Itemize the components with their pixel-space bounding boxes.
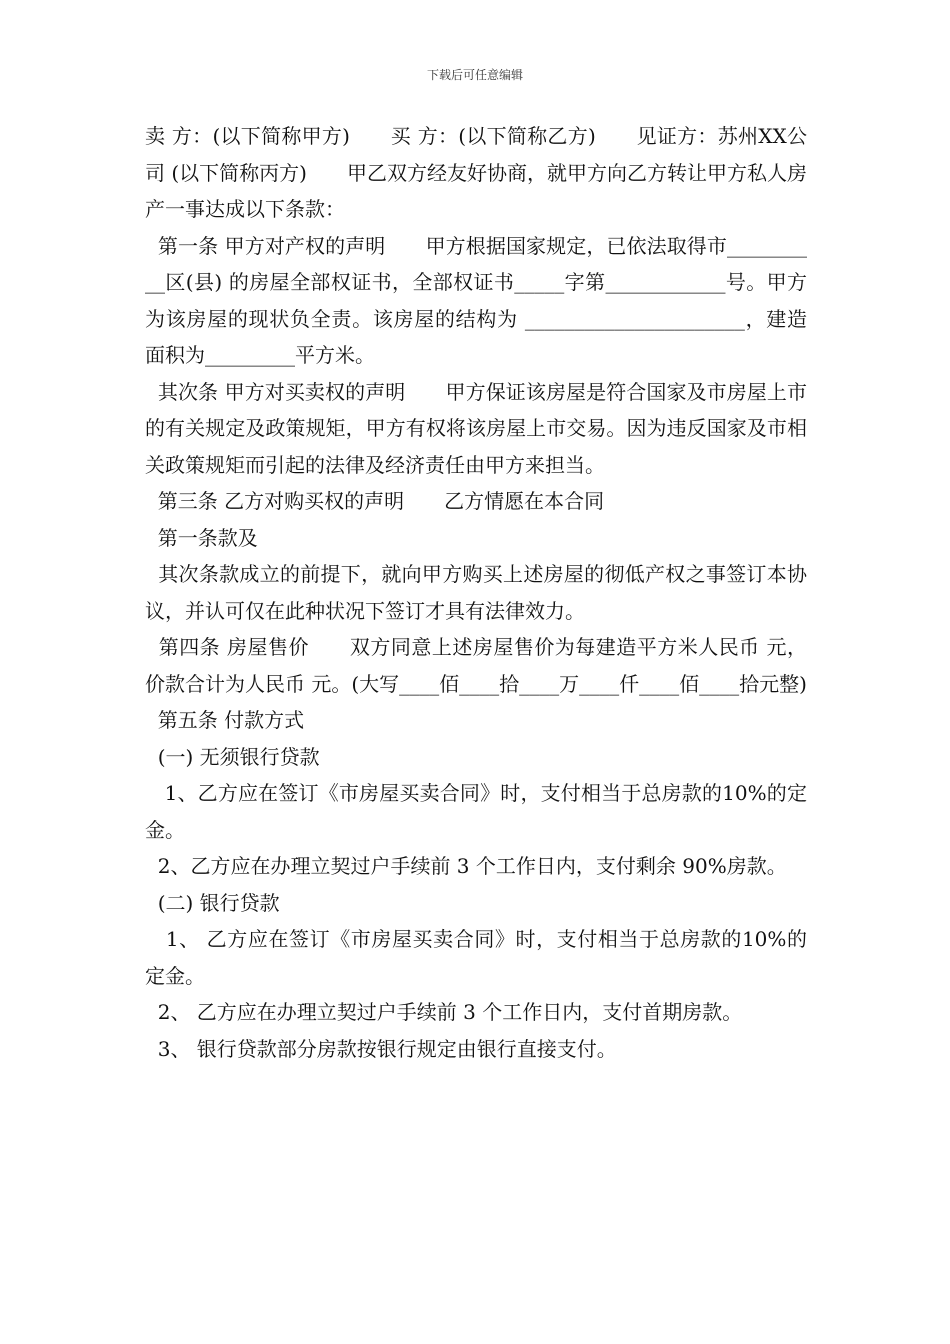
no-loan-item-1: 1、乙方应在签订《市房屋买卖合同》时，支付相当于总房款的10%的定金。 [145, 781, 807, 842]
no-loan-item-2: 2、乙方应在办理立契过户手续前 3 个工作日内，支付剩余 90%房款。 [145, 854, 787, 878]
article-4-paragraph: 第四条 房屋售价 双方同意上述房屋售价为每建造平方米人民币 元，价款合计为人民币 元。(大写____佰____拾____万____仟____佰____拾元整) [145, 635, 808, 696]
no-loan-heading: (一) 无须银行贷款 [145, 744, 320, 769]
article-2-paragraph: 其次条 甲方对买卖权的声明 甲方保证该房屋是符合国家及市房屋上市的有关规定及政策规矩，甲方有权将该房屋上市交易。因为违反国家及市相关政策规矩而引起的法律及经济责任由甲方来担当。 [145, 379, 807, 477]
article-5-heading: 第五条 付款方式 [145, 708, 305, 732]
article-3-clause-1: 第一条款及 [145, 525, 258, 550]
contract-body [145, 118, 807, 1067]
article-3-clause-2: 其次条款成立的前提下，就向甲方购买上述房屋的彻低产权之事签订本协议，并认可仅在此种状况下签订才具有法律效力。 [145, 562, 807, 623]
article-3-paragraph: 第三条 乙方对购买权的声明 乙方情愿在本合同 [145, 489, 605, 513]
bank-loan-item-3: 3、 银行贷款部分房款按银行规定由银行直接支付。 [145, 1036, 617, 1061]
bank-loan-item-1: 1、 乙方应在签订《市房屋买卖合同》时，支付相当于总房款的10%的定金。 [145, 927, 807, 988]
bank-loan-heading: (二) 银行贷款 [145, 890, 280, 915]
parties-paragraph: 卖 方：(以下简称甲方) 买 方：(以下简称乙方) 见证方：苏州XX公司 (以下简称丙方) 甲乙双方经友好协商，就甲方向乙方转让甲方私人房产一事达成以下条款： [145, 124, 807, 221]
bank-loan-item-2: 2、 乙方应在办理立契过户手续前 3 个工作日内，支付首期房款。 [145, 1000, 743, 1024]
article-1-paragraph: 第一条 甲方对产权的声明 甲方根据国家规定，已依法取得市__________区(县) 的房屋全部权证书，全部权证书_____字第____________号。甲方为该房屋的现状负全责。该房屋的结构为 ______________________，建造面积为_________平方米。 [145, 233, 807, 367]
page-header-note: 下载后可任意编辑 [426, 68, 523, 82]
